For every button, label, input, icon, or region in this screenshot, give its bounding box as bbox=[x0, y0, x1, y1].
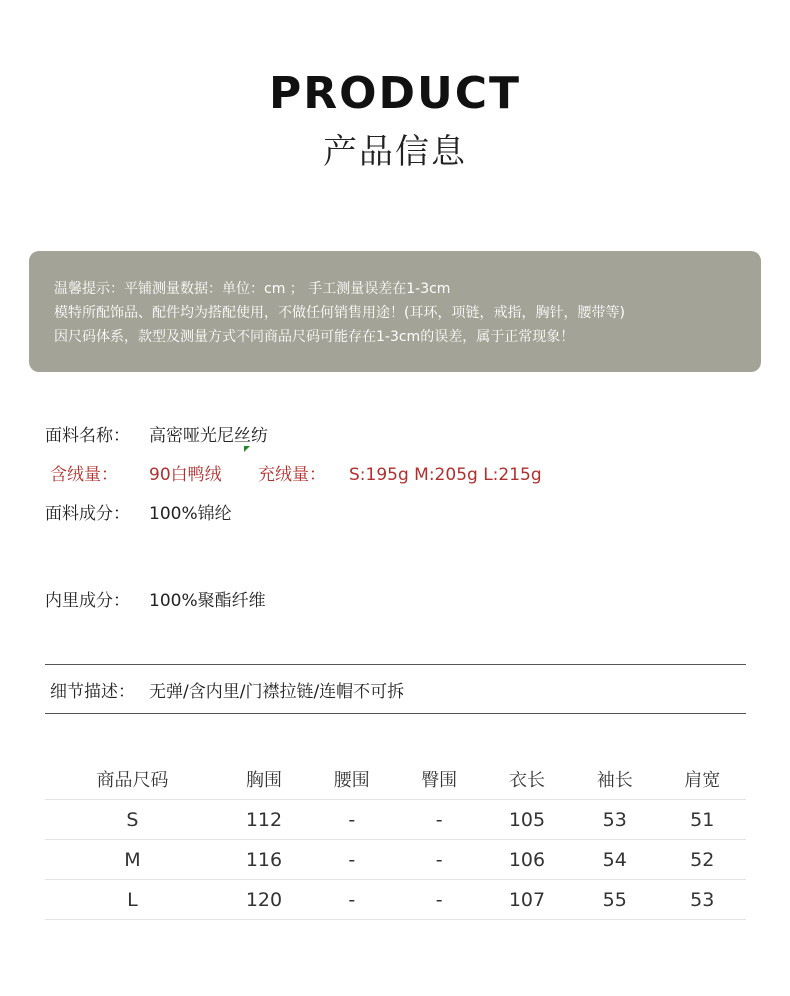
notice-box bbox=[29, 251, 761, 372]
table-cell: 53 bbox=[571, 800, 658, 840]
table-cell: 107 bbox=[483, 880, 571, 920]
detail-label: 细节描述： bbox=[50, 682, 135, 702]
size-table bbox=[45, 759, 746, 920]
header-waist: 腰围 bbox=[308, 759, 395, 800]
table-cell: 54 bbox=[571, 840, 658, 880]
table-cell: - bbox=[395, 880, 482, 920]
table-cell: - bbox=[308, 800, 395, 840]
table-cell: 120 bbox=[220, 880, 308, 920]
table-cell: - bbox=[308, 880, 395, 920]
notice-line: 温馨提示：平铺测量数据：单位：cm ； 手工测量误差在1-3cm bbox=[54, 281, 451, 297]
divider bbox=[45, 664, 746, 665]
size-table-header bbox=[45, 759, 746, 800]
table-cell: 106 bbox=[483, 840, 571, 880]
fabric-name-row bbox=[45, 421, 268, 446]
header-hip: 臀围 bbox=[395, 759, 482, 800]
table-cell: 51 bbox=[658, 800, 746, 840]
fabric-name-value: 高密哑光尼丝纺 bbox=[149, 426, 268, 446]
fill-weight-value: S:195g M:205g L:215g bbox=[349, 465, 542, 485]
fabric-name-label: 面料名称： bbox=[45, 426, 130, 446]
down-content-value: 90白鸭绒 bbox=[149, 465, 222, 485]
fill-weight-label: 充绒量： bbox=[258, 465, 326, 485]
notice-line: 因尺码体系，款型及测量方式不同商品尺码可能存在1-3cm的误差，属于正常现象！ bbox=[54, 329, 575, 345]
table-row bbox=[45, 800, 746, 840]
table-cell: 53 bbox=[658, 880, 746, 920]
table-cell: - bbox=[395, 800, 482, 840]
page-title-cn: 产品信息 bbox=[323, 132, 467, 172]
table-cell: 105 bbox=[483, 800, 571, 840]
fabric-composition-row bbox=[45, 499, 232, 524]
lining-composition-row bbox=[45, 586, 266, 611]
fabric-composition-label: 面料成分： bbox=[45, 504, 130, 524]
table-cell: 116 bbox=[220, 840, 308, 880]
corner-mark bbox=[244, 446, 250, 452]
fabric-composition-value: 100%锦纶 bbox=[149, 504, 232, 524]
page-title-en: PRODUCT bbox=[268, 68, 522, 119]
down-content-label: 含绒量： bbox=[50, 465, 118, 485]
header-size: 商品尺码 bbox=[45, 759, 220, 800]
table-row bbox=[45, 880, 746, 920]
down-row bbox=[50, 460, 542, 485]
header-chest: 胸围 bbox=[220, 759, 308, 800]
lining-composition-label: 内里成分： bbox=[45, 591, 130, 611]
detail-row bbox=[50, 677, 404, 702]
header-shoulder: 肩宽 bbox=[658, 759, 746, 800]
table-cell: L bbox=[45, 880, 220, 920]
notice-line: 模特所配饰品、配件均为搭配使用，不做任何销售用途！(耳环，项链，戒指，胸针，腰带等) bbox=[54, 305, 625, 321]
lining-composition-value: 100%聚酯纤维 bbox=[149, 591, 266, 611]
header-sleeve: 袖长 bbox=[571, 759, 658, 800]
detail-value: 无弹/含内里/门襟拉链/连帽不可拆 bbox=[149, 682, 405, 702]
table-cell: 52 bbox=[658, 840, 746, 880]
divider bbox=[45, 713, 746, 714]
table-cell: M bbox=[45, 840, 220, 880]
table-cell: - bbox=[395, 840, 482, 880]
table-cell: S bbox=[45, 800, 220, 840]
table-cell: - bbox=[308, 840, 395, 880]
table-cell: 112 bbox=[220, 800, 308, 840]
table-row bbox=[45, 840, 746, 880]
header-length: 衣长 bbox=[483, 759, 571, 800]
table-cell: 55 bbox=[571, 880, 658, 920]
